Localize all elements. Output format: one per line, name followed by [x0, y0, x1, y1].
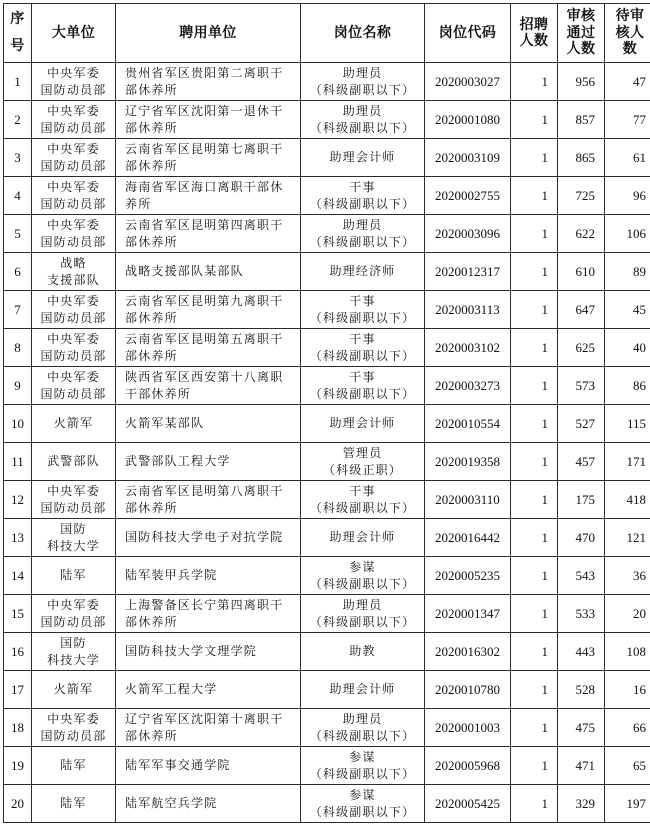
cell-code: 2020001347 — [425, 595, 511, 633]
cell-hires: 1 — [511, 557, 558, 595]
table-row — [4, 747, 650, 785]
table-row — [4, 633, 650, 671]
cell-seq: 11 — [4, 443, 32, 481]
cell-pending: 77 — [605, 101, 650, 139]
cell-code: 2020010780 — [425, 671, 511, 709]
cell-approved: 625 — [558, 329, 605, 367]
header-pending: 待审 核人 数 — [605, 4, 650, 63]
cell-seq: 13 — [4, 519, 32, 557]
cell-employer: 陆军航空兵学院 — [116, 785, 301, 823]
cell-seq: 9 — [4, 367, 32, 405]
cell-approved: 443 — [558, 633, 605, 671]
cell-approved: 543 — [558, 557, 605, 595]
table-row — [4, 253, 650, 291]
cell-seq: 2 — [4, 101, 32, 139]
cell-pending: 61 — [605, 139, 650, 177]
cell-code: 2020012317 — [425, 253, 511, 291]
cell-hires: 1 — [511, 519, 558, 557]
table-row — [4, 367, 650, 405]
header-employer: 聘用单位 — [116, 4, 301, 63]
cell-approved: 533 — [558, 595, 605, 633]
cell-code: 2020003110 — [425, 481, 511, 519]
cell-pending: 36 — [605, 557, 650, 595]
cell-code: 2020002755 — [425, 177, 511, 215]
cell-unit: 国防 科技大学 — [32, 633, 116, 671]
cell-hires: 1 — [511, 405, 558, 443]
cell-position: 参谋 （科级副职以下） — [301, 557, 425, 595]
cell-approved: 956 — [558, 63, 605, 101]
cell-employer: 云南省军区昆明第四离职干 部休养所 — [116, 215, 301, 253]
cell-seq: 17 — [4, 671, 32, 709]
table-row — [4, 101, 650, 139]
cell-employer: 火箭军某部队 — [116, 405, 301, 443]
cell-code: 2020003027 — [425, 63, 511, 101]
table-row — [4, 443, 650, 481]
cell-position: 干事 （科级副职以下） — [301, 291, 425, 329]
cell-employer: 国防科技大学文理学院 — [116, 633, 301, 671]
cell-seq: 19 — [4, 747, 32, 785]
table-row — [4, 671, 650, 709]
cell-position: 助理员 （科级副职以下） — [301, 63, 425, 101]
recruitment-review-table — [3, 3, 650, 823]
cell-approved: 865 — [558, 139, 605, 177]
cell-employer: 海南省军区海口离职干部休 养所 — [116, 177, 301, 215]
table-row — [4, 291, 650, 329]
cell-pending: 108 — [605, 633, 650, 671]
cell-hires: 1 — [511, 709, 558, 747]
cell-position: 助理会计师 — [301, 519, 425, 557]
header-position: 岗位名称 — [301, 4, 425, 63]
cell-position: 管理员 （科级正职） — [301, 443, 425, 481]
table-header-row — [4, 4, 650, 63]
table-row — [4, 405, 650, 443]
table-row — [4, 557, 650, 595]
cell-unit: 中央军委 国防动员部 — [32, 329, 116, 367]
cell-position: 干事 （科级副职以下） — [301, 177, 425, 215]
cell-pending: 47 — [605, 63, 650, 101]
cell-employer: 武警部队工程大学 — [116, 443, 301, 481]
cell-code: 2020016442 — [425, 519, 511, 557]
header-unit: 大单位 — [32, 4, 116, 63]
cell-approved: 470 — [558, 519, 605, 557]
cell-pending: 20 — [605, 595, 650, 633]
cell-approved: 857 — [558, 101, 605, 139]
cell-position: 助理员 （科级副职以下） — [301, 101, 425, 139]
cell-position: 助理员 （科级副职以下） — [301, 709, 425, 747]
cell-seq: 3 — [4, 139, 32, 177]
cell-pending: 197 — [605, 785, 650, 823]
cell-hires: 1 — [511, 785, 558, 823]
cell-code: 2020003102 — [425, 329, 511, 367]
cell-code: 2020005425 — [425, 785, 511, 823]
cell-hires: 1 — [511, 747, 558, 785]
cell-hires: 1 — [511, 177, 558, 215]
cell-hires: 1 — [511, 443, 558, 481]
cell-position: 参谋 （科级副职以下） — [301, 747, 425, 785]
cell-unit: 中央军委 国防动员部 — [32, 177, 116, 215]
table-row — [4, 595, 650, 633]
cell-approved: 475 — [558, 709, 605, 747]
cell-pending: 121 — [605, 519, 650, 557]
cell-employer: 陕西省军区西安第十八离职 干部休养所 — [116, 367, 301, 405]
table-row — [4, 63, 650, 101]
cell-employer: 辽宁省军区沈阳第十离职干 部休养所 — [116, 709, 301, 747]
cell-unit: 国防 科技大学 — [32, 519, 116, 557]
cell-hires: 1 — [511, 291, 558, 329]
cell-employer: 陆军装甲兵学院 — [116, 557, 301, 595]
cell-hires: 1 — [511, 367, 558, 405]
cell-hires: 1 — [511, 101, 558, 139]
cell-seq: 12 — [4, 481, 32, 519]
cell-pending: 65 — [605, 747, 650, 785]
cell-seq: 20 — [4, 785, 32, 823]
cell-approved: 175 — [558, 481, 605, 519]
header-hires: 招聘 人数 — [511, 4, 558, 63]
cell-position: 干事 （科级副职以下） — [301, 367, 425, 405]
cell-position: 助理经济师 — [301, 253, 425, 291]
cell-unit: 中央军委 国防动员部 — [32, 101, 116, 139]
cell-seq: 4 — [4, 177, 32, 215]
cell-position: 助教 — [301, 633, 425, 671]
cell-unit: 中央军委 国防动员部 — [32, 215, 116, 253]
cell-pending: 96 — [605, 177, 650, 215]
cell-approved: 622 — [558, 215, 605, 253]
cell-code: 2020003113 — [425, 291, 511, 329]
cell-employer: 战略支援部队某部队 — [116, 253, 301, 291]
cell-code: 2020005968 — [425, 747, 511, 785]
cell-employer: 火箭军工程大学 — [116, 671, 301, 709]
cell-seq: 14 — [4, 557, 32, 595]
cell-pending: 45 — [605, 291, 650, 329]
table-row — [4, 709, 650, 747]
cell-code: 2020003273 — [425, 367, 511, 405]
cell-code: 2020010554 — [425, 405, 511, 443]
cell-seq: 18 — [4, 709, 32, 747]
cell-position: 助理会计师 — [301, 671, 425, 709]
cell-unit: 中央军委 国防动员部 — [32, 595, 116, 633]
cell-approved: 471 — [558, 747, 605, 785]
table-row — [4, 481, 650, 519]
cell-employer: 云南省军区昆明第八离职干 部休养所 — [116, 481, 301, 519]
cell-hires: 1 — [511, 595, 558, 633]
cell-position: 助理会计师 — [301, 139, 425, 177]
cell-approved: 725 — [558, 177, 605, 215]
table-body — [4, 63, 650, 823]
cell-position: 干事 （科级副职以下） — [301, 329, 425, 367]
cell-code: 2020005235 — [425, 557, 511, 595]
cell-code: 2020016302 — [425, 633, 511, 671]
cell-unit: 中央军委 国防动员部 — [32, 291, 116, 329]
cell-code: 2020001003 — [425, 709, 511, 747]
cell-unit: 中央军委 国防动员部 — [32, 367, 116, 405]
table-row — [4, 215, 650, 253]
cell-hires: 1 — [511, 481, 558, 519]
cell-unit: 陆军 — [32, 785, 116, 823]
cell-employer: 国防科技大学电子对抗学院 — [116, 519, 301, 557]
cell-unit: 中央军委 国防动员部 — [32, 481, 116, 519]
cell-employer: 云南省军区昆明第七离职干 部休养所 — [116, 139, 301, 177]
cell-pending: 418 — [605, 481, 650, 519]
table-row — [4, 785, 650, 823]
cell-hires: 1 — [511, 63, 558, 101]
cell-unit: 陆军 — [32, 747, 116, 785]
table-row — [4, 139, 650, 177]
cell-pending: 66 — [605, 709, 650, 747]
cell-employer: 贵州省军区贵阳第二离职干 部休养所 — [116, 63, 301, 101]
cell-pending: 115 — [605, 405, 650, 443]
cell-seq: 6 — [4, 253, 32, 291]
cell-hires: 1 — [511, 329, 558, 367]
cell-approved: 647 — [558, 291, 605, 329]
header-approved: 审核 通过 人数 — [558, 4, 605, 63]
cell-unit: 武警部队 — [32, 443, 116, 481]
cell-employer: 辽宁省军区沈阳第一退休干 部休养所 — [116, 101, 301, 139]
cell-unit: 火箭军 — [32, 671, 116, 709]
cell-seq: 15 — [4, 595, 32, 633]
cell-seq: 10 — [4, 405, 32, 443]
cell-seq: 16 — [4, 633, 32, 671]
table-header — [4, 4, 650, 63]
cell-seq: 1 — [4, 63, 32, 101]
cell-seq: 7 — [4, 291, 32, 329]
header-code: 岗位代码 — [425, 4, 511, 63]
cell-unit: 陆军 — [32, 557, 116, 595]
cell-position: 助理员 （科级副职以下） — [301, 595, 425, 633]
cell-pending: 89 — [605, 253, 650, 291]
cell-pending: 106 — [605, 215, 650, 253]
cell-approved: 527 — [558, 405, 605, 443]
cell-employer: 陆军军事交通学院 — [116, 747, 301, 785]
cell-approved: 457 — [558, 443, 605, 481]
cell-hires: 1 — [511, 253, 558, 291]
cell-pending: 16 — [605, 671, 650, 709]
cell-employer: 云南省军区昆明第五离职干 部休养所 — [116, 329, 301, 367]
cell-position: 参谋 （科级副职以下） — [301, 785, 425, 823]
cell-seq: 8 — [4, 329, 32, 367]
cell-position: 助理会计师 — [301, 405, 425, 443]
cell-pending: 171 — [605, 443, 650, 481]
cell-code: 2020001080 — [425, 101, 511, 139]
header-seq: 序 号 — [4, 4, 32, 63]
cell-pending: 86 — [605, 367, 650, 405]
cell-unit: 中央军委 国防动员部 — [32, 139, 116, 177]
table-row — [4, 519, 650, 557]
cell-seq: 5 — [4, 215, 32, 253]
cell-pending: 40 — [605, 329, 650, 367]
cell-hires: 1 — [511, 215, 558, 253]
cell-hires: 1 — [511, 671, 558, 709]
cell-position: 干事 （科级副职以下） — [301, 481, 425, 519]
cell-code: 2020003109 — [425, 139, 511, 177]
cell-hires: 1 — [511, 633, 558, 671]
cell-employer: 云南省军区昆明第九离职干 部休养所 — [116, 291, 301, 329]
cell-code: 2020003096 — [425, 215, 511, 253]
cell-approved: 573 — [558, 367, 605, 405]
cell-unit: 中央军委 国防动员部 — [32, 63, 116, 101]
cell-approved: 610 — [558, 253, 605, 291]
cell-unit: 战略 支援部队 — [32, 253, 116, 291]
cell-unit: 中央军委 国防动员部 — [32, 709, 116, 747]
table-row — [4, 177, 650, 215]
cell-approved: 528 — [558, 671, 605, 709]
cell-unit: 火箭军 — [32, 405, 116, 443]
cell-code: 2020019358 — [425, 443, 511, 481]
cell-approved: 329 — [558, 785, 605, 823]
cell-position: 助理员 （科级副职以下） — [301, 215, 425, 253]
table-row — [4, 329, 650, 367]
cell-hires: 1 — [511, 139, 558, 177]
cell-employer: 上海警备区长宁第四离职干 部休养所 — [116, 595, 301, 633]
